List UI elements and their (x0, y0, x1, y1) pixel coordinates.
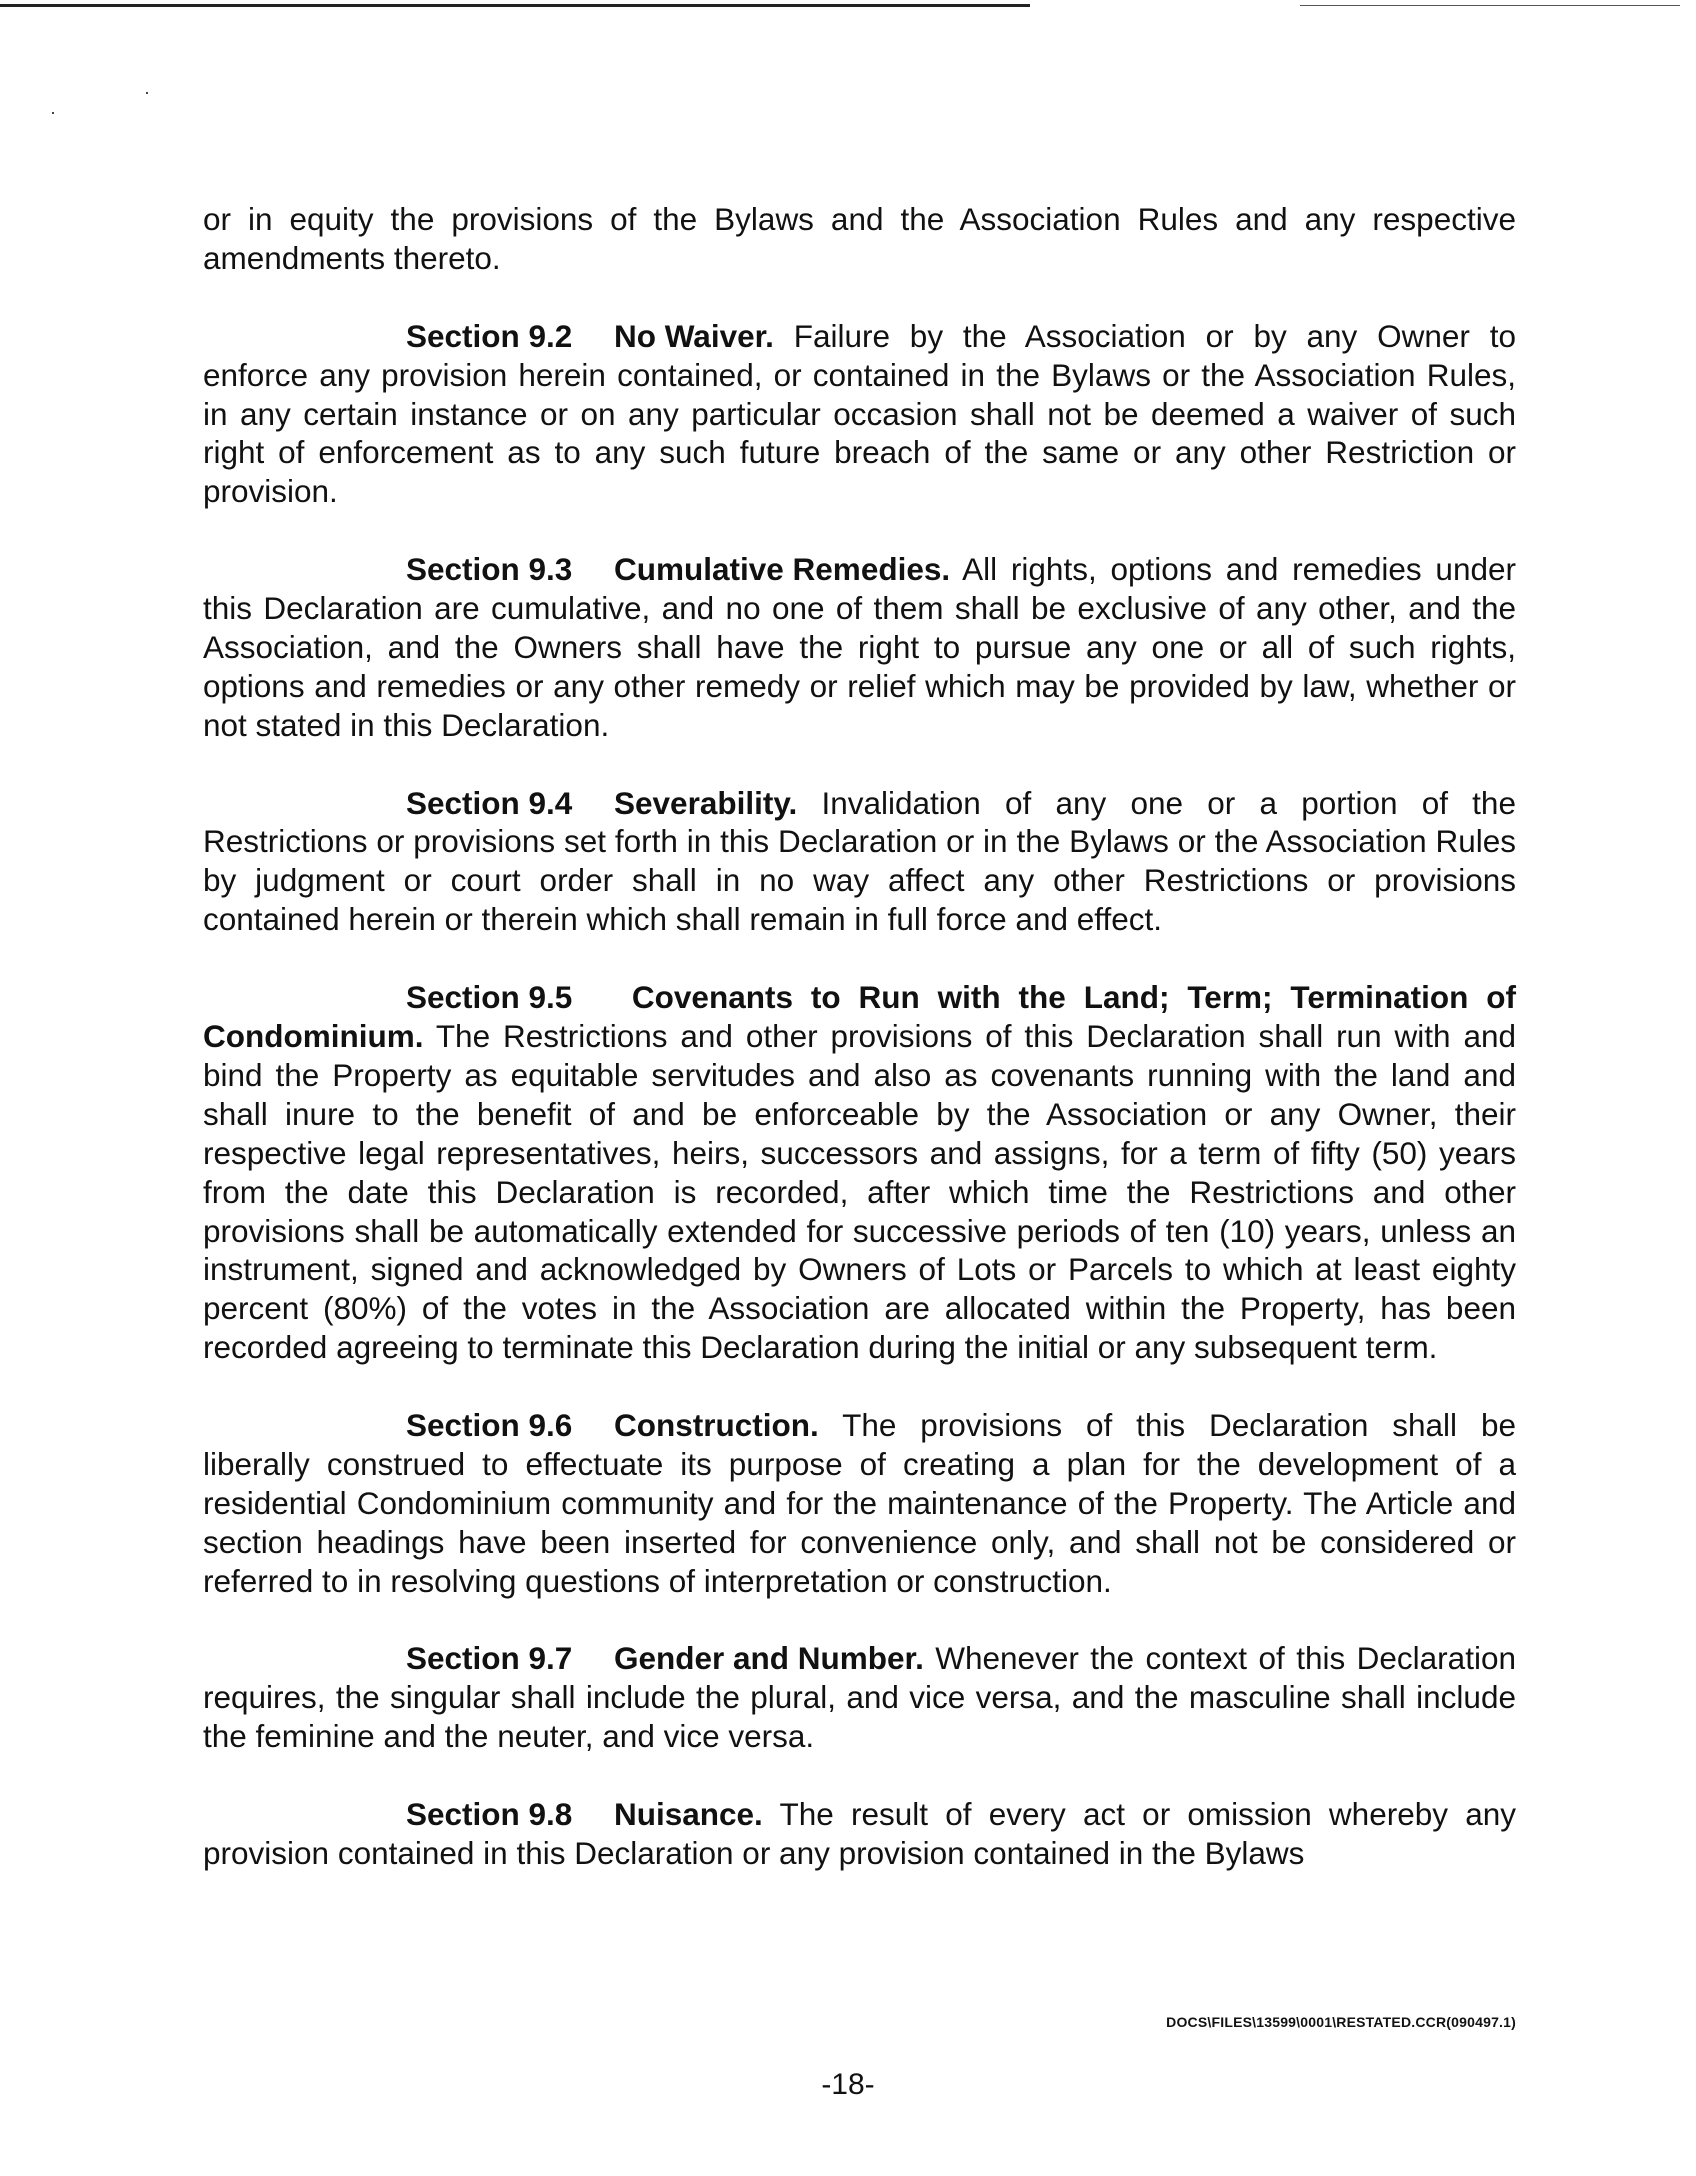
section-9-7 (203, 1639, 1516, 1756)
section-title: Gender and Number. (614, 1640, 924, 1677)
section-9-3 (203, 550, 1516, 745)
section-body: The Restrictions and other provisions of this Declaration shall run with and bind the Property as equitable servitudes and also as covenants running with the land and shall inure to the benefit of and be enforceable by the Association or any Owner, their respective legal representatives, heirs, successors and assigns, for a term of fifty (50) years from the date this Declaration is recorded, after which time the Restrictions and other provisions shall be automatically extended for successive periods of ten (10) years, unless an instrument, signed and acknowledged by Owners of Lots or Parcels to which at least eighty percent (80%) of the votes in the Association are allocated within the Property, has been recorded agreeing to terminate this Declaration during the initial or any subsequent term. (203, 1017, 1517, 1366)
section-heading (406, 1406, 819, 1445)
section-number: Section 9.2 (406, 317, 573, 354)
top-scan-rule-right (1300, 5, 1680, 6)
page-number: -18- (821, 2068, 875, 2101)
section-9-8 (203, 1795, 1516, 1873)
footer-document-path: DOCS\FILES\13599\0001\RESTATED.CCR(090497.1) (1166, 2014, 1516, 2030)
top-scan-rule (0, 4, 1030, 7)
section-body: All rights, options and remedies under this Declaration are cumulative, and no one of them shall be exclusive of any other, and the Association, and the Owners shall have the right to pursue any one or all of such rights, options and remedies or any other remedy or relief which may be provided by law, whether or not stated in this Declaration. (203, 551, 1517, 743)
section-title: Covenants to Run with the Land; Term; Termination of Condominium. (203, 979, 1516, 1054)
section-body: The provisions of this Declaration shall be liberally construed to effectuate its purpose of creating a plan for the development of a residential Condominium community and for the maintenance of the Property. The Article and section headings have been inserted for convenience only, and shall not be considered or referred to in resolving questions of interpretation or construction. (203, 1407, 1516, 1599)
section-heading (406, 1639, 924, 1678)
section-9-6 (203, 1406, 1516, 1601)
section-heading (406, 317, 774, 356)
section-title: Nuisance. (614, 1796, 763, 1833)
scan-speck (52, 112, 54, 114)
section-number: Section 9.5 (406, 979, 573, 1016)
section-number: Section 9.3 (406, 551, 573, 588)
section-body: Whenever the context of this Declaration requires, the singular shall include the plural, and vice versa, and the masculine shall include the feminine and the neuter, and vice versa. (203, 1640, 1516, 1755)
section-9-5 (203, 978, 1516, 1367)
scan-speck (146, 92, 148, 94)
section-number: Section 9.4 (406, 784, 573, 821)
section-title: No Waiver. (614, 317, 774, 354)
section-body: The result of every act or omission whereby any provision contained in this Declaration or any provision contained in the Bylaws (203, 1796, 1516, 1871)
section-body: Invalidation of any one or a portion of the Restrictions or provisions set forth in this Declaration or in the Bylaws or the Association Rules by judgment or court order shall in no way affect any other Restrictions or provisions contained herein or therein which shall remain in full force and effect. (203, 784, 1516, 938)
section-heading (406, 550, 950, 589)
section-title: Cumulative Remedies. (614, 551, 951, 588)
section-heading (406, 1795, 763, 1834)
section-number: Section 9.7 (406, 1640, 573, 1677)
section-9-4 (203, 784, 1516, 940)
document-body (203, 200, 1516, 1912)
section-number: Section 9.8 (406, 1796, 573, 1833)
section-title: Construction. (614, 1407, 819, 1444)
section-body: Failure by the Association or by any Owner to enforce any provision herein contained, or contained in the Bylaws or the Association Rules, in any certain instance or on any particular occasion shall not be deemed a waiver of such right of enforcement as to any such future breach of the same or any other Restriction or provision. (203, 317, 1516, 510)
continuation-paragraph: or in equity the provisions of the Bylaws and the Association Rules and any respective amendments thereto. (203, 201, 1516, 276)
section-title: Severability. (614, 784, 798, 821)
section-number: Section 9.6 (406, 1407, 573, 1444)
section-heading (406, 784, 797, 823)
section-9-2 (203, 317, 1516, 512)
